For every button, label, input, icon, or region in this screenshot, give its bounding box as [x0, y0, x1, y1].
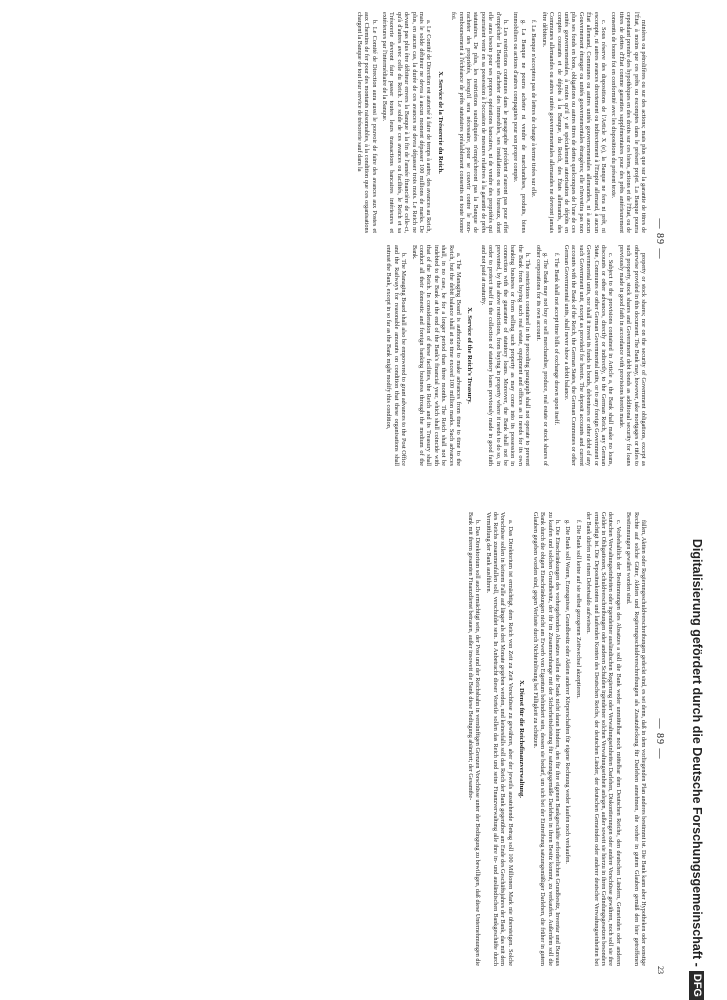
section-heading: X. Service de la Trésorerie du Reich. — [436, 71, 444, 174]
paragraph: h. Die Einschränkungen des vorhergehenden Absatzes sollen die Bank nicht daran hindern, den für ihre eigenen Bankgeschäfte erforderlichen Grundbesitz, Inventar und Bureaus zu kaufen und solchen Grundbesitz, der ihr im Zusammenhange mit der Sicherheitsleistung für satzungsgemäße Darlehen in ihren Besitz kommt, zu verkaufen. Außerdem soll die Bank durch die obigen Einschränkungen nicht am Erwerb von Eigentum behindert sein, dessen sie bedarf, um sich bei der Eintreibung satzungsmäßiger Darlehen, die früher in gutem Glauben gegeben worden sind, gegen Verluste durch Nichteinlösung bei Fälligkeit zu schützen. — [531, 512, 561, 966]
section-heading: X. Dienst für die Reichsfinanzverwaltung. — [518, 680, 526, 798]
document-spread — [55, 4, 675, 986]
left-page-columns — [55, 12, 647, 466]
paragraph: c. Subject to the provisions contained in Article a, the Bank shall make no loans, discounts or other advances, directly or indirectly, to the German Reich, any German State, Communes or other German Governmental units, or to any foreign Government or Governmental units, nor shall it invest its funds in bonds, debentures or other debt of any such Government unit, except as provided for herein. The deposit accounts and current accounts with the Bank of the Reich, the German States, the German Communes or other German Governmental units, shall never show a debit balance. — [562, 245, 615, 466]
german-column — [55, 512, 647, 966]
paragraph: minières ou pétrolifères ou sur des actions; mais plus que sur la garantie de titres de l'État, à moins que ces prêts ou escomptes dans le présent projet. La Banque pourra cependant prendre des hypothèques en des droits sur ces biens, actions et de l'État, ou de titres de dettes d'État comme garanties supplémentaires pour des prêts antérieurement consentis de bonne foi en conformité avec les dispositions du présent texte. — [610, 12, 647, 233]
paragraph: f. Die Bank soll keine auf sie selbst gezogenen Zeitwechsel akzeptieren. — [574, 520, 582, 699]
paragraph: c. Sous réserve des dispositions de l'Article X (e), la Banque ne fera ni prêt, ni escompte, ni autres avances directement ou indirectement à l'Empire allemand, à aucun État allemand, Communes ou autres unités gouvernementales allemandes, ni à aucun Gouvernement étranger ou unités gouvernementales étrangères; elle n'investira pas non plus ses fonds en bons, obligations ou autres titres de dettes quelconques de l'une de ces unités gouvernementales, à moins qu'il y ait spécialement autorisation de dépôts en comptes courants et de dépôts à la Banque, du Reich, des États allemands, des Communes allemandes ou autres unités gouvernementales allemandes ne devront jamais être débiteurs. — [540, 12, 607, 233]
paragraph: a. The Managing Board is authorized to make advances from time to time to the Reich, but the debit balance shall at no time exceed 100 million marks. Such advances shall, in no case, be for a longer period than three months. The Reich shall not be indebted to the Bank at the end of the Bank's financial year, which shall coincide with that of the Reich. In consideration of these facilities, the Reich and its Treasury shall conduct all their domestic and foreign banking business through the medium of the Bank. — [410, 245, 463, 466]
paragraph: b. Le Comité de Direction aura aussi le pouvoir de faire des avances aux Postes et aux Chemins de fer pour des montants raisonnables, à la condition que ces organisations chargent la Banque de tout leur service de trésorerie sauf dans la — [355, 12, 378, 233]
paragraph: g. Die Bank soll Waren, Erzeugnisse, Grundbesitz oder Aktien anderer Körperschaften für eigene Rechnung weder kaufen noch verkaufen. — [564, 520, 572, 864]
right-page — [55, 504, 675, 974]
left-page — [55, 4, 675, 474]
paragraph: property or stock shares; nor on the security of Government obligations, except as otherwise provided in this document. The Bank may, however, take mortgages or titles to such property, stock shares and Government debt bonds as additional security for loans previously made in good faith in accordance with provisions herein made. — [617, 245, 647, 466]
right-page-corner-number: 23 — [656, 966, 665, 974]
paragraph: f. The Bank shall not accept time bills of exchange drawn upon itself. — [552, 253, 560, 426]
english-column — [55, 245, 647, 466]
paragraph: h. Les restrictions contenues dans le paragraphe précédent n'auront pas pour effet d'empêcher la Banque d'acheter des immeubles, ses installations ou ses bureaux, dont elle aura besoin pour ses propres opérations bancaires, ni de vendre des propriétés qui pourraient venir en sa possession à l'occasion de mesures relatives à la garantie de prêts statutaires. De plus, les restrictions susindiquées n'empêcheront pas la Banque de racheter des propriétés, lorsqu'il sera nécessaire, pour se couvrir contre le non-remboursement à l'échéance de prêts statutaires préalablement consentis en toute bonne foi. — [450, 12, 510, 233]
paragraph: g. La Banque ne pourra acheter ni vendre de marchandises, produits, biens immobiliers ou actions d'autres compagnies pour son propre compte. — [512, 12, 527, 233]
left-page-number: — 89 — — [654, 218, 665, 260]
section-heading: X. Service of the Reich's Treasury. — [466, 307, 474, 404]
paragraph: c. Vorbehaltlich der Bestimmungen des Absatzes a soll die Bank weder unmittelbar noch mittelbar dem Deutschen Reiche, den deutschen Ländern, Gemeinden oder anderen deutschen Verwaltungseinheiten oder irgendeiner ausländischen Regierung oder Verwaltungseinheiten Darlehen, Diskontierungen oder andere Vorschüsse gewähren, noch soll sie ihre Gelder in Obligationen, Schuldverschreibungen oder anderen Schulden irgendeiner solchen Verwaltungseinheit anlegen, außer soweit sie hierzu in ihren Gründungsgesetzen besonders ermächtigt ist. Die Depositenkonten und laufenden Konten des Deutschen Reichs, der deutschen Länder, der deutschen Gemeinden oder anderer deutscher Verwaltungseinheiten bei der Bank dürfen nie einen Debetsaldo aufweisen. — [585, 512, 622, 966]
paragraph: h. The restrictions contained in the preceding paragraph shall not operate to prevent the Bank from buying such real estate, equipment and offices as it needs for its own banking business or from selling such property as may come into its possession in connection with the guarantee of statutory loans. Moreover, the Bank shall not be prevented, by the above restrictions, from buying in property where it needs to do so, in order to protect itself in the collection of statutory loans previously made in good faith and not paid at maturity. — [479, 245, 532, 466]
paragraph: fällen, Aktien oder Regierungsschuldverschreibungen gedeckt sind, es sei denn, daß in dem vorliegenden Plan anderes bestimmt ist. Die Bank kann aber Hypotheken oder sonstige Rechte auf solche Güter, Aktien und Regierungsschuldverschreibungen als Zusatzdeckung für Darlehen annehmen, die vorher in gutem Glauben gemäß den hier getroffenen Bestimmungen gewährt worden sind. — [625, 512, 647, 966]
dfg-logo: DFG — [690, 971, 705, 1000]
digitization-credit — [688, 4, 706, 1000]
paragraph: a. Le Comité de Direction est autorisé à faire de temps à autre, des avances au Reich, mais le solde débiteur ne devra à aucun moment dépasser 100 millions de marks. De plus, en aucun cas, la durée de ces avances ne devra dépasser trois mois. Le Reich ne devant pas plus être débiteur envers la Banque à la fin de l'année financière de celle-ci, qu'à d'autres avec celle du Reich. Le solde de ces avances ou facilités, le Reich et sa Trésorerie devront faire passer toutes leurs transactions bancaires intérieures et extérieures par l'intermédiaire de la Banque. — [381, 12, 433, 233]
paragraph: f. La Banque n'acceptera pas de lettres de change à terme tirées sur elle. — [530, 20, 538, 198]
french-column — [55, 12, 647, 233]
paragraph: a. Das Direktorium ist ermächtigt, dem Reich von Zeit zu Zeit Vorschüsse zu gewähren, aber der jeweils ausstehende Betrag soll 100 Millionen Mark nie übersteigen. Solche Vorschüsse sollen in keinem Falle auf länger als drei Monate gegeben werden, und keinesfalls soll das Reich der Bank gegenüber am Ende des Geschäftsjahres der Bank, das mit dem des Reichs zusammenfallen soll, verschuldet sein. In Anbetracht dieser Vorteile sollen das Reich und seine Finanzverwaltung alle ihre in- und ausländischen Bankgeschäfte durch Vermittlung der Bank ausführen. — [484, 512, 514, 966]
paragraph: b. The Managing Board shall also be empowered to grant advances to the Post Office and the Railways for reasonable amounts on condition that these organisations shall entrust the Bank, except in so far as the Bank might modify this condition, — [385, 245, 408, 466]
right-page-number: — 89 — — [654, 718, 665, 760]
credit-text: Digitalisierung gefördert durch die Deutsche Forschungsgemeinschaft - — [690, 538, 704, 967]
paragraph: g. The Bank may not buy or sell merchandise, produce, real estate or stock shares of other corporations for its own account. — [534, 245, 550, 466]
paragraph: b. Das Direktorium soll auch ermächtigt sein, der Post und der Reichsbahn in vernünftigen Grenzen Vorschüsse unter der Bedingung zu bewilligen, daß diese Unternehmungen die Bank mit ihrem gesamten Finanzdienst betrauen, außer insoweit die Bank diese Bedingung abändert; der Gesamtbe- — [466, 512, 482, 966]
right-page-columns — [55, 512, 647, 966]
